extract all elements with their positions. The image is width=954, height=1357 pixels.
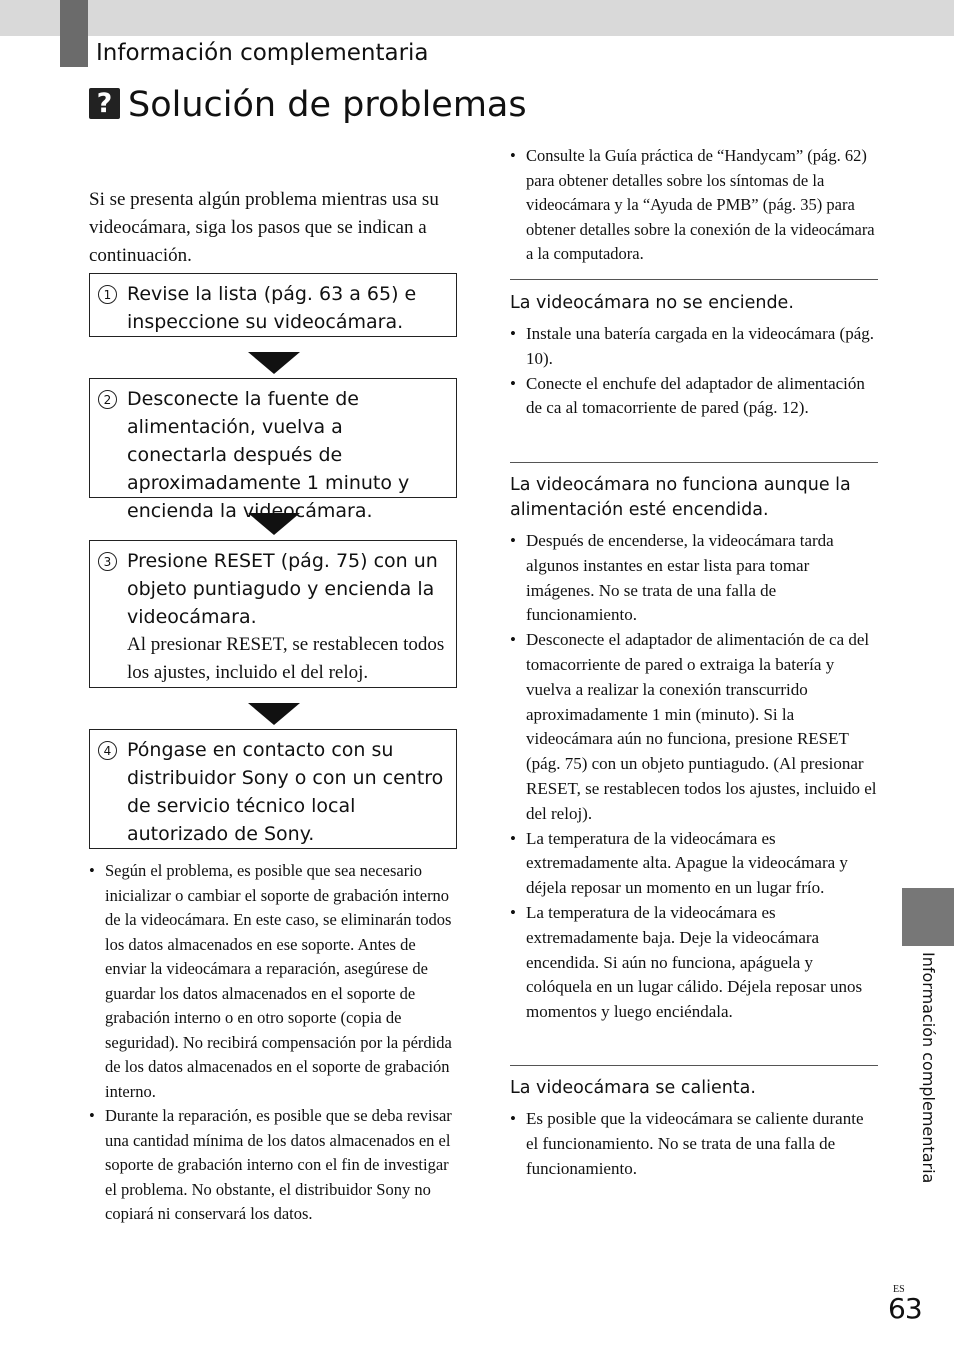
step-box-1 bbox=[89, 273, 457, 337]
list-item: • Es posible que la videocámara se caliente durante el funcionamiento. No se trata de una falla de funcionamiento. bbox=[510, 1107, 878, 1181]
list-item: • Después de encenderse, la videocámara tarda algunos instantes en estar lista para tomar imágenes. No se trata de una falla de funcionamiento. bbox=[510, 529, 878, 628]
list-item: • Conecte el enchufe del adaptador de alimentación de ca al tomacorriente de pared (pág. 12). bbox=[510, 372, 878, 422]
list-item: • Desconecte el adaptador de alimentación de ca del tomacorriente de pared o extraiga la batería y vuelva a realizar la conexión transcurrido aproximadamente 1 min (minuto). Si la videocámara aún no funciona, presione RESET (pág. 75) con un objeto puntiagudo. (Al presionar RESET, se restablecen todos los ajustes, incluido el del reloj). bbox=[510, 628, 878, 826]
step-text-2: Desconecte la fuente de alimentación, vuelva a conectarla después de aproximadamente 1 minuto y encienda la videocámara. bbox=[127, 388, 410, 522]
step-text-1: Revise la lista (pág. 63 a 65) e inspeccione su videocámara. bbox=[127, 283, 417, 333]
section-heading: La videocámara no se enciende. bbox=[510, 293, 794, 313]
intro-paragraph: Si se presenta algún problema mientras usa su videocámara, siga los pasos que se indican a continuación. bbox=[89, 189, 439, 266]
step-text-3: Presione RESET (pág. 75) con un objeto puntiagudo y encienda la videocámara. bbox=[127, 550, 438, 628]
divider bbox=[510, 1065, 878, 1066]
step-number-1: 1 bbox=[98, 285, 117, 304]
divider bbox=[510, 279, 878, 280]
divider bbox=[510, 462, 878, 463]
down-arrow-icon bbox=[248, 352, 300, 374]
language-code: ES bbox=[893, 1284, 905, 1295]
section-no-power bbox=[510, 291, 878, 421]
list-item: • La temperatura de la videocámara es extremadamente alta. Apague la videocámara y déjela reposar un momento en un lugar frío. bbox=[510, 827, 878, 901]
step-box-4 bbox=[89, 729, 457, 849]
step-note-3: Al presionar RESET, se restablecen todos los ajustes, incluido el del reloj. bbox=[127, 634, 445, 683]
header-bar bbox=[0, 0, 954, 36]
step-box-3 bbox=[89, 540, 457, 688]
list-item: • La temperatura de la videocámara es extremadamente baja. Deje la videocámara encendida. Si aún no funciona, apáguela y colóquela en un lugar cálido. Déjela reposar unos momentos y luego enciéndala. bbox=[510, 901, 878, 1025]
list-item: • Instale una batería cargada en la videocámara (pág. 10). bbox=[510, 322, 878, 372]
down-arrow-icon bbox=[248, 513, 300, 535]
right-intro bbox=[510, 144, 878, 267]
step-box-2 bbox=[89, 378, 457, 522]
side-tab-marker bbox=[902, 888, 954, 946]
step-number-4: 4 bbox=[98, 741, 117, 760]
step-number-2: 2 bbox=[98, 390, 117, 409]
left-notes-list bbox=[89, 859, 459, 1227]
down-arrow-icon bbox=[248, 703, 300, 725]
page-title-text: Solución de problemas bbox=[128, 85, 527, 125]
page-title bbox=[89, 85, 527, 125]
section-heading: La videocámara no funciona aunque la alimentación esté encendida. bbox=[510, 475, 851, 520]
page-number: 63 bbox=[888, 1292, 922, 1325]
list-item: • Durante la reparación, es posible que se deba revisar una cantidad mínima de los datos almacenados en el soporte de grabación interno con el fin de investigar el problema. No obstante, el distribuidor Sony no copiará ni conservará los datos. bbox=[89, 1104, 459, 1227]
side-tab-label: Información complementaria bbox=[919, 952, 938, 1184]
header-marker bbox=[60, 0, 88, 67]
section-gets-hot bbox=[510, 1076, 878, 1181]
list-item: • Consulte la Guía práctica de “Handycam” (pág. 62) para obtener detalles sobre los síntomas de la videocámara y la “Ayuda de PMB” (pág. 35) para obtener detalles sobre la conexión de la videocámara a la computadora. bbox=[510, 144, 878, 267]
step-number-3: 3 bbox=[98, 552, 117, 571]
section-heading: La videocámara se calienta. bbox=[510, 1078, 756, 1098]
section-title: Información complementaria bbox=[96, 40, 429, 66]
step-text-4: Póngase en contacto con su distribuidor Sony o con un centro de servicio técnico local autorizado de Sony. bbox=[127, 739, 444, 845]
section-not-working bbox=[510, 473, 878, 1025]
list-item: • Según el problema, es posible que sea necesario inicializar o cambiar el soporte de grabación interno de la videocámara. En este caso, se eliminarán todos los datos almacenados en ese soporte. Antes de enviar la videocámara a reparación, asegúrese de guardar los datos almacenados en el soporte de grabación interno o en otro soporte (copia de seguridad). No recibirá compensación por la pérdida de los datos almacenados en el soporte de grabación interno. bbox=[89, 859, 459, 1104]
question-icon: ? bbox=[89, 88, 120, 119]
